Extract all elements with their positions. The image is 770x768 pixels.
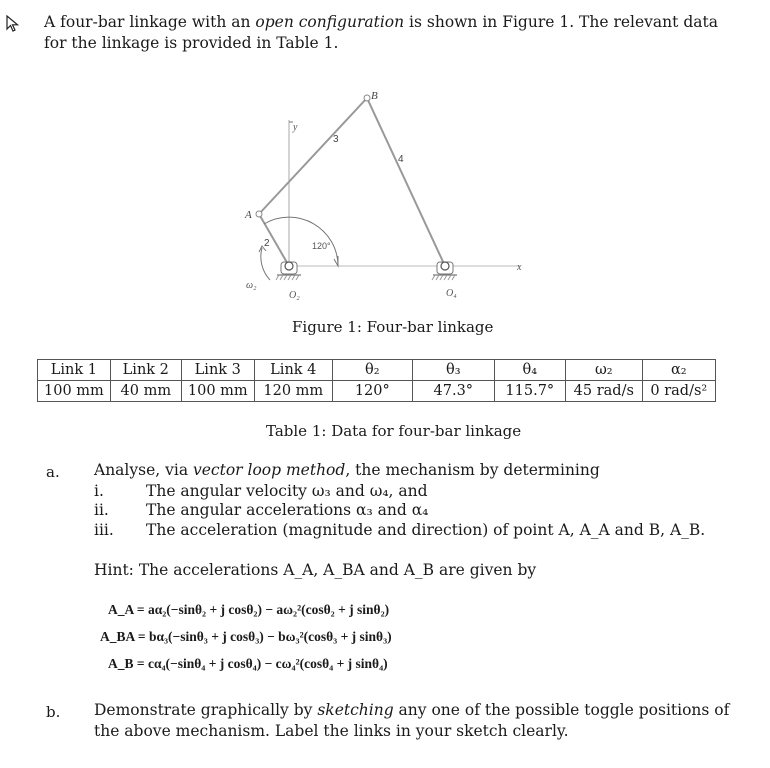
question-a-intro <box>94 460 744 481</box>
ground-pin-o4 <box>432 262 457 280</box>
table-cell: 100 mm <box>181 381 254 402</box>
intro-paragraph <box>44 12 744 54</box>
equation-a-a: A_A = aα₂(−sinθ₂ + j cosθ₂) − aω₂²(cosθ₂ + j sinθ₂) <box>108 602 390 617</box>
table-header-cell: ω₂ <box>565 360 642 381</box>
label-o2: O₂ <box>289 290 300 301</box>
table-cell: 115.7° <box>494 381 565 402</box>
equation-a-ba: A_BA = bα₃(−sinθ₃ + j cosθ₃) − bω₃²(cosθ₃ + j sinθ₃) <box>100 629 392 644</box>
intro-text-1: A four-bar linkage with an <box>44 13 256 31</box>
pointer-cursor-icon <box>6 15 20 33</box>
item-text: The angular velocity ω₃ and ω₄, and <box>146 482 428 500</box>
label-link-4: 4 <box>398 154 404 165</box>
item-number: i. <box>94 482 104 500</box>
intro-emphasis: open configuration <box>255 13 405 31</box>
table-header-row <box>38 360 716 381</box>
item-text: The angular accelerations α₃ and α₄ <box>146 501 429 519</box>
joint-a <box>256 211 262 217</box>
question-a-text-1: Analyse, via <box>94 461 193 479</box>
label-y: y <box>293 122 298 133</box>
question-a-text-2: , the mechanism by determining <box>345 461 600 479</box>
intro-text-2: is shown in Figure 1. The relevant data for the linkage is provided in Table 1. <box>44 13 718 52</box>
figure-caption: Figure 1: Four-bar linkage <box>292 318 494 336</box>
table-cell: 100 mm <box>38 381 111 402</box>
question-b-text-2: any one of the possible toggle positions of the above mechanism. Label the links in your sketch clearly. <box>94 701 730 740</box>
table-cell: 120° <box>332 381 412 402</box>
table-cell: 0 rad/s² <box>642 381 715 402</box>
equation-a-b: A_B = cα₄(−sinθ₄ + j cosθ₄) − cω₄²(cosθ₄ + j sinθ₄) <box>108 656 388 671</box>
hint-text: Hint: The accelerations A_A, A_BA and A_B are given by <box>94 561 537 579</box>
label-link-3: 3 <box>333 134 339 145</box>
table-row <box>38 381 716 402</box>
question-b-text-1: Demonstrate graphically by <box>94 701 318 719</box>
table-cell: 45 rad/s <box>565 381 642 402</box>
label-a: A <box>245 209 252 221</box>
label-o4: O₄ <box>446 288 457 299</box>
table-header-cell: Link 4 <box>254 360 332 381</box>
label-angle: 120° <box>312 241 331 251</box>
table-header-cell: α₂ <box>642 360 715 381</box>
link-4 <box>367 98 445 266</box>
item-text: The acceleration (magnitude and direction) of point A, A_A and B, A_B. <box>146 521 706 539</box>
item-number: ii. <box>94 501 109 519</box>
question-a-label: a. <box>46 463 60 481</box>
table-header-cell: Link 1 <box>38 360 111 381</box>
joint-b <box>364 95 370 101</box>
label-b: B <box>371 90 378 102</box>
data-table <box>37 359 716 402</box>
question-a-emphasis: vector loop method <box>193 461 346 479</box>
label-omega: ω₂ <box>246 280 257 291</box>
table-header-cell: Link 3 <box>181 360 254 381</box>
label-link-2: 2 <box>264 238 270 249</box>
omega-arc <box>261 248 270 280</box>
table-header-cell: θ₂ <box>332 360 412 381</box>
table-header-cell: θ₃ <box>412 360 494 381</box>
four-bar-linkage-figure <box>230 85 540 310</box>
ground-pin-o2 <box>276 262 301 280</box>
label-x: x <box>517 262 522 273</box>
item-number: iii. <box>94 521 114 539</box>
table-cell: 47.3° <box>412 381 494 402</box>
table-cell: 40 mm <box>110 381 181 402</box>
table-cell: 120 mm <box>254 381 332 402</box>
question-b-label: b. <box>46 703 61 721</box>
question-b-text <box>94 700 744 742</box>
table-header-cell: Link 2 <box>110 360 181 381</box>
link-3 <box>259 98 367 214</box>
table-caption: Table 1: Data for four-bar linkage <box>266 422 522 440</box>
question-b-emphasis: sketching <box>317 701 394 719</box>
table-header-cell: θ₄ <box>494 360 565 381</box>
